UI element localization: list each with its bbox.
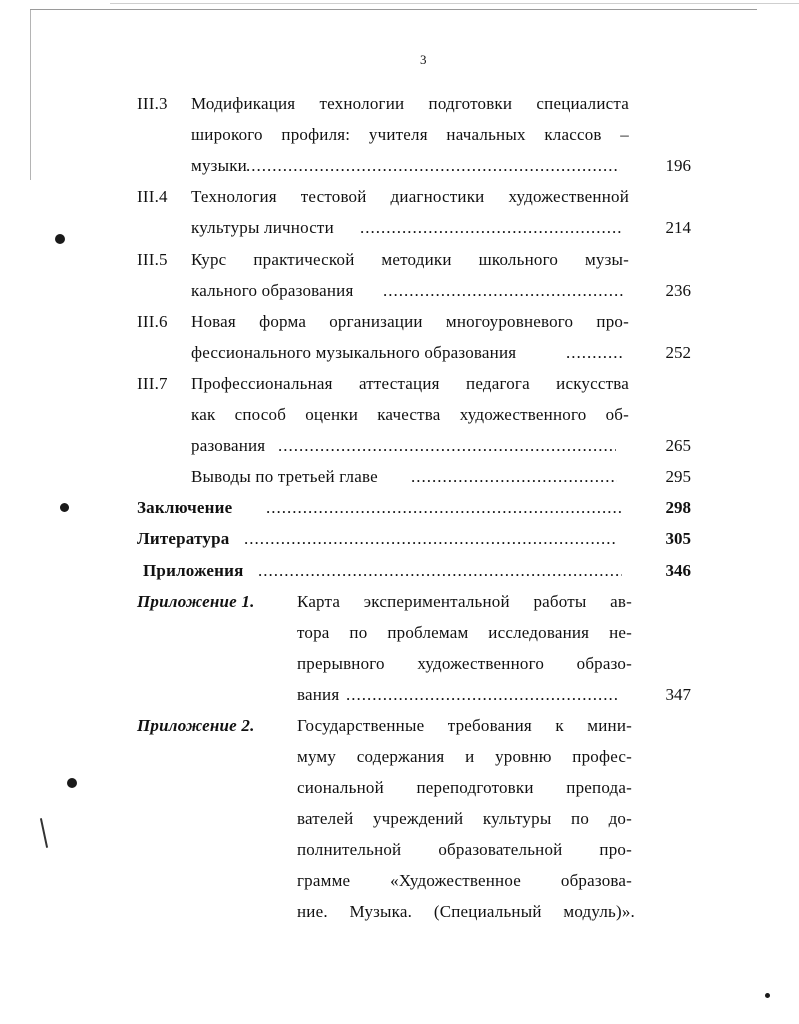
toc-page: 298	[665, 498, 691, 517]
toc-page: 346	[665, 561, 691, 580]
toc-title-line: Технология тестовой диагностики художественной	[191, 187, 629, 206]
scan-speck	[60, 503, 69, 512]
toc-title-line: кального образования	[191, 281, 354, 300]
scan-edge-top	[30, 9, 757, 10]
appendix-line: тора по проблемам исследования не-	[297, 623, 632, 642]
toc-title-line: как способ оценки качества художественного об-	[191, 405, 629, 424]
toc-leader-dots	[383, 281, 623, 301]
toc-title-line: Профессиональная аттестация педагога искусства	[191, 374, 629, 393]
appendix-line: Государственные требования к мини-	[297, 716, 632, 735]
toc-code: III.3	[137, 94, 168, 113]
toc-leader-dots	[246, 156, 620, 176]
scan-speck	[55, 234, 65, 244]
toc-title-line: разования	[191, 436, 266, 455]
appendix-line: ние. Музыка. (Специальный модуль)».	[297, 902, 635, 921]
toc-code: III.4	[137, 187, 168, 206]
section-title: Приложения	[143, 561, 244, 580]
scan-mark	[40, 818, 48, 848]
toc-page: 347	[665, 685, 691, 704]
appendix-line: полнительной образовательной про-	[297, 840, 632, 859]
section-title: Литература	[137, 529, 230, 548]
toc-leader-dots	[278, 436, 616, 456]
toc-title-line: Курс практической методики школьного музы-	[191, 250, 629, 269]
page-number: 3	[420, 52, 427, 67]
toc-title-line: широкого профиля: учителя начальных классов –	[191, 125, 629, 144]
toc-page: 295	[665, 467, 691, 486]
toc-title-line: фессионального музыкального образования	[191, 343, 517, 362]
appendix-line: сиональной переподготовки препода-	[297, 778, 632, 797]
toc-title-line: Новая форма организации многоуровневого про-	[191, 312, 629, 331]
toc-page: 196	[665, 156, 691, 175]
toc-page: 265	[665, 436, 691, 455]
toc-leader-dots	[360, 218, 622, 238]
toc-leader-dots	[244, 529, 616, 549]
toc-title-line: Модификация технологии подготовки специалиста	[191, 94, 629, 113]
section-title: Заключение	[137, 498, 233, 517]
toc-title-line: Выводы по третьей главе	[191, 467, 378, 486]
toc-code: III.7	[137, 374, 168, 393]
appendix-line: вания	[297, 685, 340, 704]
scan-edge-top-secondary	[110, 3, 799, 4]
appendix-line: прерывного художественного образо-	[297, 654, 632, 673]
toc-page: 214	[665, 218, 691, 237]
scan-edge-left	[30, 10, 31, 180]
toc-leader-dots	[346, 685, 618, 705]
appendix-line: муму содержания и уровню профес-	[297, 747, 632, 766]
toc-title-line: культуры личности	[191, 218, 334, 237]
toc-title-line: музыки	[191, 156, 247, 175]
toc-leader-dots	[566, 343, 622, 363]
appendix-line: вателей учреждений культуры по до-	[297, 809, 632, 828]
toc-page: 305	[665, 529, 691, 548]
toc-code: III.6	[137, 312, 168, 331]
toc-page: 236	[665, 281, 691, 300]
appendix-line: Карта экспериментальной работы ав-	[297, 592, 632, 611]
scan-speck	[765, 993, 770, 998]
toc-leader-dots	[411, 467, 617, 487]
appendix-label: Приложение 2.	[137, 716, 255, 735]
appendix-label: Приложение 1.	[137, 592, 255, 611]
toc-code: III.5	[137, 250, 168, 269]
appendix-line: грамме «Художественное образова-	[297, 871, 632, 890]
scan-speck	[67, 778, 77, 788]
toc-leader-dots	[258, 561, 622, 581]
toc-leader-dots	[266, 498, 622, 518]
toc-page: 252	[665, 343, 691, 362]
